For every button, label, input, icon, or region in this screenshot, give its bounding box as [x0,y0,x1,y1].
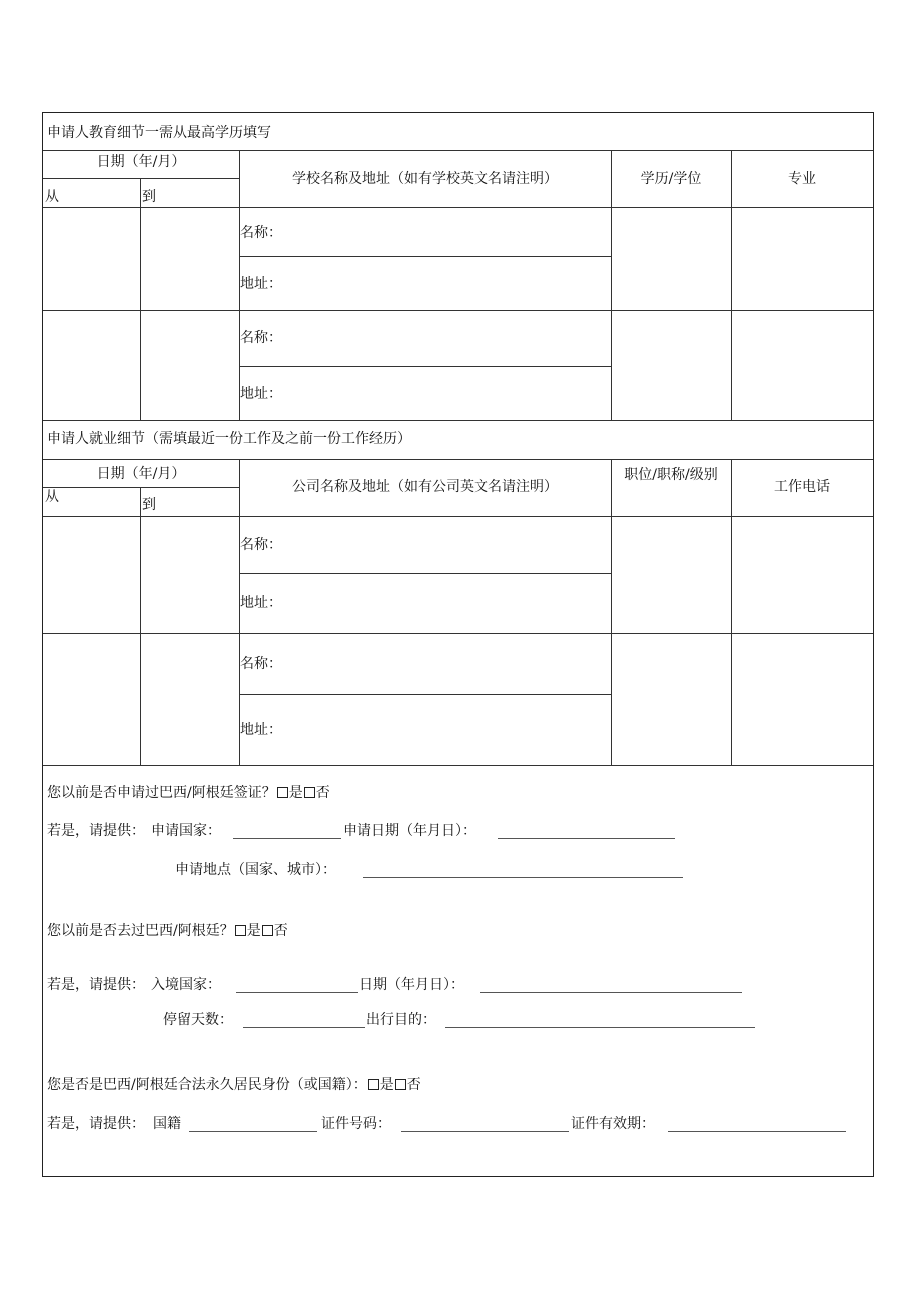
visa-place-field[interactable] [363,877,683,878]
visa-country-label: 申请国家： [151,823,221,839]
travel-no-checkbox[interactable] [262,925,273,936]
emp-date-header: 日期（年/月） [96,466,186,482]
divider [140,178,141,420]
travel-yes-checkbox[interactable] [235,925,246,936]
emp-company-header: 公司名称及地址（如有公司英文名请注明） [292,479,558,495]
emp-phone-header: 工作电话 [774,479,830,495]
edu-row1-address-label: 地址： [240,276,282,292]
divider [731,459,732,765]
travel-purpose-field[interactable] [445,1027,755,1028]
residency-yes-checkbox[interactable] [368,1079,379,1090]
divider [140,487,141,765]
divider [43,420,873,421]
visa-date-label: 申请日期（年月日）： [343,823,476,839]
residency-nationality-field[interactable] [189,1131,317,1132]
edu-date-header: 日期（年/月） [96,154,186,170]
visa-place-label: 申请地点（国家、城市）： [175,862,336,878]
residency-validity-label: 证件有效期： [571,1116,655,1132]
divider [43,459,873,460]
application-form [42,112,874,1177]
divider [611,459,612,765]
visa-yes-checkbox[interactable] [277,787,288,798]
emp-row1-address-label: 地址： [240,595,282,611]
emp-to-header: 到 [142,497,156,513]
divider [43,178,239,179]
divider [239,256,611,257]
edu-major-header: 专业 [788,171,816,187]
edu-row1-name-label: 名称： [240,225,282,241]
emp-row2-name-label: 名称： [240,656,282,672]
divider [43,765,873,766]
residency-validity-field[interactable] [668,1131,846,1132]
edu-school-header: 学校名称及地址（如有学校英文名请注明） [292,171,558,187]
residency-question: 您是否是巴西/阿根廷合法永久居民身份（或国籍）： 是 否 [47,1077,421,1093]
visa-no-checkbox[interactable] [304,787,315,798]
divider [43,310,873,311]
divider [239,694,611,695]
divider [239,366,611,367]
residency-id-field[interactable] [401,1131,569,1132]
divider [239,573,611,574]
visa-question: 您以前是否申请过巴西/阿根廷签证？ 是 否 [47,785,330,801]
emp-from-header: 从 [45,489,59,505]
travel-country-field[interactable] [236,992,358,993]
travel-country-label: 入境国家： [151,977,221,993]
emp-row2-address-label: 地址： [240,722,282,738]
travel-question: 您以前是否去过巴西/阿根廷？ 是 否 [47,923,288,939]
residency-no-checkbox[interactable] [395,1079,406,1090]
residency-if-yes: 若是，请提供： [47,1116,145,1132]
education-section-title: 申请人教育细节一需从最高学历填写 [47,125,271,141]
edu-row2-address-label: 地址： [240,386,282,402]
travel-if-yes: 若是，请提供： [47,977,145,993]
divider [239,150,240,420]
divider [611,150,612,420]
travel-stay-field[interactable] [243,1027,365,1028]
edu-to-header: 到 [142,189,156,205]
divider [239,459,240,765]
divider [43,150,873,151]
visa-date-field[interactable] [498,838,675,839]
residency-id-label: 证件号码： [321,1116,391,1132]
divider [43,487,239,488]
travel-date-label: 日期（年月日）： [359,977,464,993]
divider [731,150,732,420]
edu-degree-header: 学历/学位 [640,171,702,187]
residency-nationality-label: 国籍 [153,1116,181,1132]
edu-from-header: 从 [45,189,59,205]
divider [43,633,873,634]
travel-date-field[interactable] [480,992,742,993]
emp-position-header: 职位/职称/级别 [624,467,718,483]
emp-row1-name-label: 名称： [240,537,282,553]
visa-country-field[interactable] [233,838,341,839]
travel-stay-label: 停留天数： [163,1012,233,1028]
edu-row2-name-label: 名称： [240,330,282,346]
visa-if-yes: 若是，请提供： [47,823,145,839]
divider [43,516,873,517]
travel-purpose-label: 出行目的： [366,1012,436,1028]
employment-section-title: 申请人就业细节（需填最近一份工作及之前一份工作经历） [47,431,411,447]
divider [43,207,873,208]
